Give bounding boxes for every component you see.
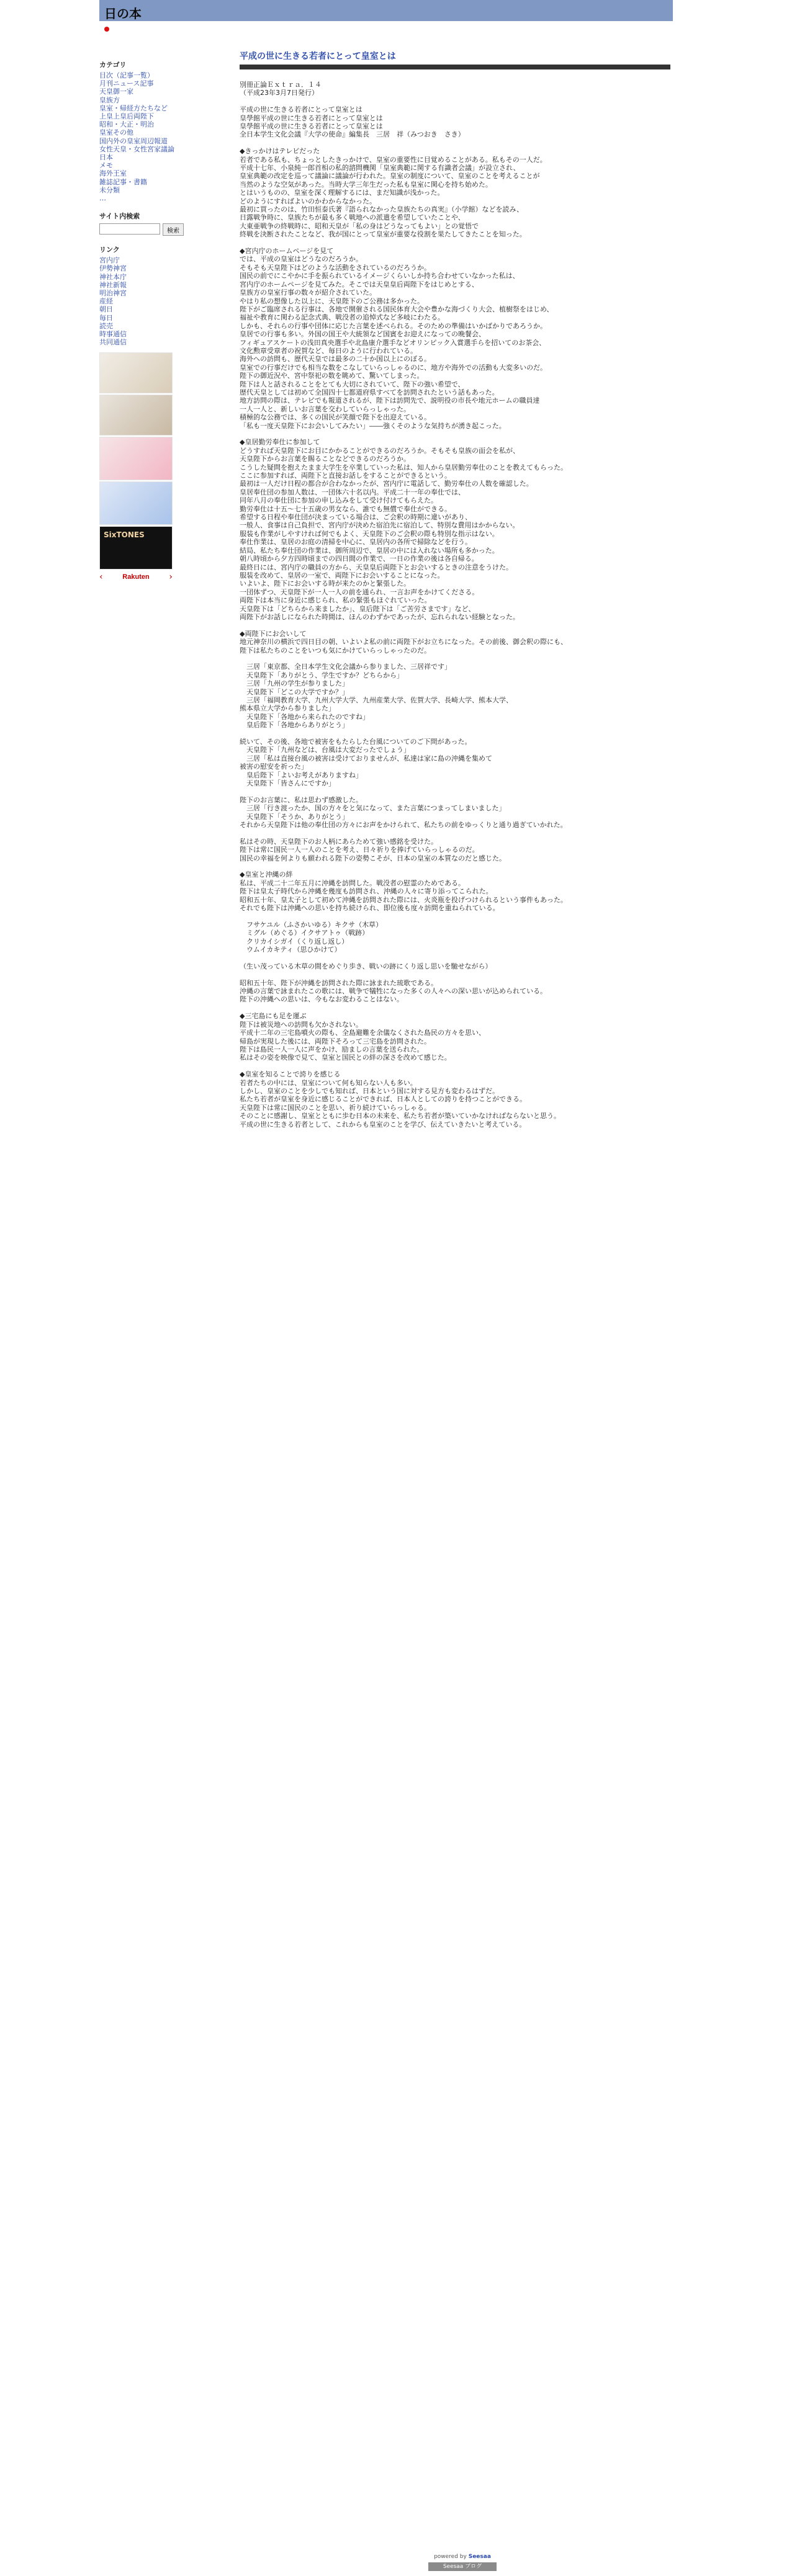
body-paragraph: では、平成の皇室はどうなのだろうか。 [240,255,362,264]
section-heading: ◆皇室を知ることで誇りを感じる [240,1070,341,1079]
body-paragraph: 奉仕作業は、皇居のお庭の清掃を中心に、皇居内の各所で掃除などを行う。 [240,538,472,547]
body-paragraph: やはり私の想像した以上に、天皇陛下のご公務は多かった。 [240,297,424,305]
sidebar-category-link[interactable]: 皇族方 [99,96,120,104]
body-paragraph: 三居「行き渡ったか、国の方々をと気になって、また言葉につまってしまいました」 [240,804,506,813]
ad-product-image[interactable] [99,481,173,525]
body-paragraph: 陛下の御近況や、宮中祭祀の数を眺めて、驚いてしまった。 [240,372,424,380]
sidebar-category-link[interactable]: 雑誌記事・書籍 [99,177,147,186]
body-paragraph: 最初に買ったのは、竹田恒泰氏著『語られなかった皇族たちの真実』（小学館）などを読み、 [240,205,524,214]
body-paragraph: 福祉や教育に関わる記念式典、戦没者の追悼式など多岐にわたる。 [240,313,444,322]
sidebar-category-link[interactable]: 目次（記事一覧） [99,71,154,79]
sidebar-external-link[interactable]: 伊勢神宮 [99,264,127,273]
site-header [99,0,673,21]
body-paragraph: 結局、私たち奉仕団の作業は、御所周辺で、皇居の中には入れない場所も多かった。 [240,546,499,555]
sidebar-external-link[interactable]: 神社本庁 [99,272,127,281]
body-paragraph: 一人一人と、新しいお言葉を交わしていらっしゃった。 [240,405,410,413]
search-input[interactable] [99,223,160,235]
body-paragraph: 皇學館平成の世に生きる若者にとって皇室とは [240,114,383,122]
body-paragraph: 天皇陛下「そうか、ありがとう」 [240,812,349,821]
search-button[interactable]: 検索 [163,223,184,236]
body-paragraph: 沖縄の言葉で詠まれたこの歌には、戦争で犠牲になった多くの人々への深い思いが込められている。 [240,987,547,996]
body-paragraph: 熊本県立大学から参りました」 [240,704,335,713]
sidebar-category-link[interactable]: 皇室その他 [99,128,133,137]
body-paragraph: クリカイシガイ（くり返し返し） [240,937,349,946]
sidebar-category-link[interactable]: 日本 [99,153,113,162]
body-paragraph: 全日本学生文化会議『大学の使命』編集長 三居 祥（みつおき さき） [240,130,465,139]
body-paragraph: 皇族方の皇室行事の数々が紹介されていた。 [240,288,376,297]
body-paragraph: いよいよ、陛下にお会いする時が来たのかと緊張した。 [240,579,410,588]
ad-product-image[interactable] [99,437,173,480]
body-paragraph: 服装も作業がしやすければ何でもよく、天皇陛下のご会釈の際も特別な指示はない。 [240,529,499,538]
sidebar-category-link[interactable]: 海外王室 [99,169,127,178]
body-paragraph: 天皇陛下「皆さんにですか」 [240,779,335,788]
post-body [240,105,670,1129]
body-paragraph: 被害の慰安を祈った」 [240,763,308,771]
body-paragraph: 天皇陛下「九州などは、台風は大変だったでしょう」 [240,746,410,754]
body-paragraph: 宮内庁のホームページを見てみた。そこでは天皇皇后両陛下をはじめとする、 [240,280,479,288]
body-paragraph: 「私も一度天皇陛下にお会いしてみたい」――強くそのような気持ちが湧き起こった。 [240,421,506,430]
body-paragraph: どのようにすればよいのかわからなかった。 [240,197,376,205]
seesaa-link[interactable]: Seesaa [468,2554,491,2560]
body-paragraph: 天皇陛下は「どちらから来ましたか」、皇后陛下は「ご苦労さまです」など、 [240,604,475,613]
section-heading: ◆両陛下にお会いして [240,629,307,638]
body-paragraph: 私は、平成二十二年五月に沖縄を訪問した。戦没者の慰霊のためである。 [240,879,465,887]
body-paragraph: 陛下の沖縄への思いは、今もなお変わることはない。 [240,995,403,1004]
body-paragraph: こうした疑問を抱えたまま大学生を卒業していった私は、知人から皇居勤労奉仕のことを教えてもらった。 [240,463,567,472]
link-list [99,256,197,346]
search-row [99,223,197,236]
body-paragraph: 平成十七年、小泉純一郎首相の私的諮問機関「皇室典範に関する有識者会議」が設立され、 [240,164,520,172]
body-paragraph: 平成の世に生きる若者にとって皇室とは [240,105,362,114]
body-paragraph: 陛下は被災地への訪問も欠かされない。 [240,1020,362,1029]
category-more-link[interactable]: … [99,194,106,203]
body-paragraph: 陛下がご臨席される行事は、各地で開催される国民体育大会や豊かな海づくり大会、植樹祭をはじめ、 [240,305,554,313]
body-paragraph: 天皇陛下「各地から来られたのですね」 [240,712,369,721]
body-paragraph: 両陛下がお話しになられた時間は、ほんのわずかであったが、忘れられない経験となった。 [240,612,520,621]
body-paragraph: それでも陛下は沖縄への思いを持ち続けられ、即位後も度々訪問を重ねられている。 [240,904,500,913]
body-paragraph: 一団体ずつ、天皇陛下が一人一人の前を通られ、一言お声をかけてくださる。 [240,588,479,596]
sidebar-category-link[interactable]: 皇室・帰経方たちなど [99,104,168,112]
ad-product-image[interactable] [99,352,173,393]
body-paragraph: 私たち若者が皇室を身近に感じることができれば、日本人としての誇りを持つことができる。 [240,1095,526,1104]
rakuten-ad-block [99,352,173,582]
body-paragraph: 同年八月の奉仕団に参加の申し込みをして受け付けてもらえた。 [240,496,438,505]
sidebar-external-link[interactable]: 時事通信 [99,330,127,339]
section-heading: ◆三宅島にも足を運ぶ [240,1012,307,1021]
body-paragraph: 歴代天皇としては初めて全国四十七都道府県すべてを訪問されたという話もあった。 [240,388,499,396]
sidebar-external-link[interactable]: 産経 [99,297,113,306]
body-paragraph: 国民の前でにこやかに手を振られているイメージくらいしか持ち合わせていなかった私は、 [240,272,520,280]
body-paragraph: 終戦を決断されたことなど、我が国にとって皇室が重要な役割を果たしてきたことを知った。 [240,230,526,239]
body-paragraph: 日露戦争時に、皇族たちが最も多く戦地への派遣を希望していたことや、 [240,213,465,222]
body-paragraph: そもそも天皇陛下はどのような活動をされているのだろうか。 [240,263,431,272]
ad-caption: SixTONES [104,530,145,540]
body-paragraph: フサケユル（ふさかいゆる）キクサ（木草） [240,920,383,929]
body-paragraph: 天皇陛下からお言葉を賜ることなどできるのだろうか。 [240,455,410,463]
post-meta [240,81,670,97]
body-paragraph: しかし、皇室のことを少しでも知れば、日本という国に対する見方も変わるはずだ。 [240,1086,499,1095]
sidebar-external-link[interactable]: 共同通信 [99,338,127,347]
body-paragraph: どうすれば天皇陛下にお目にかかることができるのだろうか。そもそも皇族の面会を私が、 [240,446,520,455]
prev-arrow-icon[interactable]: ‹ [99,572,103,583]
body-paragraph: フィギュアスケートの浅田真央選手や北島康介選手などオリンピック入賞選手らを招いてのお茶会、 [240,338,546,347]
sidebar [99,60,197,582]
body-paragraph: 三居「九州の学生が参りました」 [240,679,349,688]
body-paragraph: 皇后陛下「よいお考えがありますね」 [240,771,362,779]
footer [403,2554,521,2571]
sidebar-category-link[interactable]: 上皇上皇后両陛下 [99,112,154,121]
body-paragraph: しかも、それらの行事や団体に応じた言葉を述べられる。そのための準備はいかばかりであろうか。 [240,321,547,330]
body-paragraph: 大東亜戦争の終戦時に、昭和天皇が「私の身はどうなってもよい」との覚悟で [240,221,479,230]
body-paragraph: 希望する日程や奉仕団が決まっている場合は、ご会釈の時期に違いがあり、 [240,513,472,522]
section-heading: ◆皇室と沖縄の絆 [240,870,293,879]
site-title-link[interactable]: 日の本 [104,6,142,21]
sidebar-category-link[interactable]: 昭和・大正・明治 [99,120,154,129]
body-paragraph: ウムイカキティ（思ひかけて） [240,946,341,954]
post-title[interactable]: 平成の世に生きる若者にとって皇室とは [240,51,396,61]
body-paragraph: それから天皇陛下は他の奉仕団の方々にお声をかけられて、私たちの前をゆっくりと通り過ぎていかれた。 [240,821,567,830]
rakuten-logo[interactable]: Rakuten [122,573,150,581]
body-paragraph: 平成十二年の三宅島噴火の際も、全島避難を余儀なくされた島民の方々を思い、 [240,1029,485,1037]
sidebar-external-link[interactable]: 明治神宮 [99,289,127,298]
body-paragraph: 陛下は皇太子時代から沖縄を幾度も訪問され、沖縄の人々に寄り添ってこられた。 [240,887,493,896]
body-paragraph: 地方訪問の際は、テレビでも報道されるが、陛下は訪問先で、説明役の市長や地元ホームの職員達 [240,396,540,405]
body-paragraph: 勤労奉仕は十五〜七十五歳の男女なら、誰でも無償で奉仕ができる。 [240,504,451,513]
sidebar-category-link[interactable]: 天皇御一家 [99,87,133,96]
category-heading: カテゴリ [99,61,127,69]
body-paragraph: 陛下は私たちのことをいつも気にかけていらっしゃったのだ。 [240,646,431,655]
body-paragraph: 両陛下は本当に身近に感じられ、私の緊張もほぐれていった。 [240,596,431,605]
body-paragraph: とはいうものの、皇室を深く理解するには、まだ知識が浅かった。 [240,189,444,197]
sidebar-external-link[interactable]: 神社新報 [99,280,127,289]
body-paragraph: 昭和五十年、皇太子として初めて沖縄を訪問された際には、火炎瓶を投げつけられるという事件もあった。 [240,895,567,904]
body-paragraph: 服装を改めて、皇居の一室で、両陛下にお会いすることになった。 [240,571,444,579]
sidebar-category-link[interactable]: 国内外の皇室周辺報道 [99,136,168,145]
body-paragraph: 私はその姿を映像で見て、皇室と国民との絆の深さを改めて感じた。 [240,1053,451,1062]
body-paragraph: ここに参加すれば、両陛下と直接お話しをすることができるという。 [240,472,451,480]
sidebar-external-link[interactable]: 毎日 [99,313,113,322]
body-paragraph: 天皇陛下「ありがとう、学生ですか？どちらから」 [240,671,403,679]
next-arrow-icon[interactable]: › [169,572,173,583]
body-paragraph: 若者である私も、ちょっとしたきっかけで、皇室の重要性に目覚めることがある。私もその一人だ。 [240,155,547,164]
japan-flag-icon [101,25,113,34]
body-paragraph: 三居「福岡教育大学、九州大学大学、九州産業大学、佐賀大学、長崎大学、熊本大学、 [240,695,513,704]
body-paragraph: 若者たちの中には、皇室について何も知らない人も多い。 [240,1078,417,1087]
sidebar-category-link[interactable]: 女性天皇・女性宮家議論 [99,145,174,153]
body-paragraph: 天皇陛下「どこの大学ですか？」 [240,687,349,696]
title-divider [240,65,670,69]
main-content [240,50,670,1129]
body-paragraph: そのことに感謝し、皇室とともに歩む日本の未来を、私たち若者が築いていかなければならないと思う。 [240,1112,561,1120]
body-paragraph: 続いて、その後、各地で被害をもたらした台風についてのご下問があった。 [240,737,472,746]
sidebar-external-link[interactable]: 読売 [99,321,113,330]
section-heading: ◆きっかけはテレビだった [240,147,320,156]
body-paragraph: 皇學館平成の世に生きる若者にとって皇室とは [240,122,383,131]
body-paragraph: 私はその時、天皇陛下のお人柄にあらためて強い感銘を受けた。 [240,837,438,846]
body-paragraph: 帰島が実現した後には、両陛下そろって三宅島を訪問された。 [240,1037,431,1045]
sidebar-category-link[interactable]: 月刊ニュース記事 [99,79,154,88]
powered-by: powered by Seesaa [434,2554,491,2560]
body-paragraph: 陛下は人と話されることをとても大切にされていて、陛下の強い希望で、 [240,380,465,388]
rakuten-nav [99,572,173,582]
body-paragraph: 三居「東京都、全日本学生文化会議から参りました、三居祥です」 [240,663,451,671]
body-paragraph: 当然のような空気があった。当時大学三年生だった私も皇室に関心を持ち始めた。 [240,180,492,189]
body-paragraph: 国民の幸福を何よりも願われる陛下の姿勢こそが、日本の皇室の本質なのだと感じた。 [240,854,506,862]
links-heading: リンク [99,246,120,254]
body-paragraph: 最初は一人だけ日程の都合が合わなかったが、宮内庁に電話して、勤労奉仕の人数を確認した。 [240,480,533,488]
search-heading: サイト内検索 [99,212,140,221]
body-paragraph: 皇居奉仕団の参加人数は、一団体六十名以内。平成二十一年の奉仕では、 [240,488,465,496]
post-meta-line: 別冊正論Ｅｘｔｒａ．１４ [240,81,322,89]
body-paragraph: 平成の世に生きる若者として、これからも皇室のことを学び、伝えていきたいと考えている。 [240,1120,526,1129]
body-paragraph: 三居「私は直接台風の被害は受けておりませんが、私達は家に島の沖縄を集めて [240,754,492,763]
body-paragraph: 文化勲章受章者の祝賀など、毎日のように行われている。 [240,346,417,355]
body-paragraph: 陛下のお言葉に、私は思わず感激した。 [240,795,362,804]
sidebar-external-link[interactable]: 朝日 [99,305,113,314]
body-paragraph: 一般人、食事は自己負担で、宮内庁が決めた宿泊先に宿泊して、特別な費用はかからない。 [240,521,520,530]
body-paragraph: 天皇陛下は常に国民のことを思い、祈り続けていらっしゃる。 [240,1103,431,1112]
section-heading: ◆皇居勤労奉仕に参加して [240,438,320,447]
body-paragraph: （生い茂っている木草の間をめぐり歩き、戦いの跡にくり返し思いを馳せながら） [240,962,492,970]
sidebar-category-link[interactable]: メモ [99,161,113,170]
ad-product-image[interactable] [99,526,173,570]
ad-product-image[interactable] [99,395,173,436]
body-paragraph: 海外への訪問も、歴代天皇では最多の二十か国以上にのぼる。 [240,355,431,364]
body-paragraph: 朝八時頃から夕方四時頃までの四日間の作業で、一日の作業の後は各自帰る。 [240,555,479,563]
body-paragraph: 地元神奈川の横浜で四日目の朝、いよいよ私の前に両陛下がお立ちになった。その前後、御会釈の際にも、 [240,638,567,646]
body-paragraph: 積極的な公務では、多くの国民が笑顔で陛下を出迎えている。 [240,413,431,422]
category-list [99,71,197,194]
body-paragraph: 皇室典範の改定を巡って議論に議論が行われた。皇室の制度について、皇室のことを考えることが [240,172,540,181]
post-meta-line: （平成23年3月7日発行） [240,89,318,97]
body-paragraph: 皇后陛下「各地からありがとう」 [240,721,349,730]
section-heading: ◆宮内庁のホームページを見て [240,247,334,256]
body-paragraph: 最終日には、宮内庁の職員の方から、天皇皇后両陛下とお会いするときの注意をうけた。 [240,563,513,571]
body-paragraph: 陛下は常に国民一人一人のことを考え、日々祈りを捧げていらっしゃるのだ。 [240,846,479,854]
body-paragraph: 皇室での行事だけでも相当な数をこなしていらっしゃるのに、地方や海外での活動も大変多いのだ。 [240,363,547,372]
body-paragraph: 皇居での行事も多い。外国の国王や大統領など国賓をお迎えになっての晩餐会、 [240,330,485,339]
body-paragraph: ミグル（めぐる）イクサアトゥ（戦跡） [240,929,369,937]
body-paragraph: 昭和五十年、陛下が沖縄を訪問された際に詠まれた琉歌である。 [240,978,438,987]
body-paragraph: 陛下は島民一人一人に声をかけ、励ましの言葉を送られた。 [240,1045,424,1053]
footer-bar[interactable]: Seesaa ブログ [428,2562,497,2571]
sidebar-category-link[interactable]: 未分類 [99,186,120,194]
sidebar-external-link[interactable]: 宮内庁 [99,256,120,265]
